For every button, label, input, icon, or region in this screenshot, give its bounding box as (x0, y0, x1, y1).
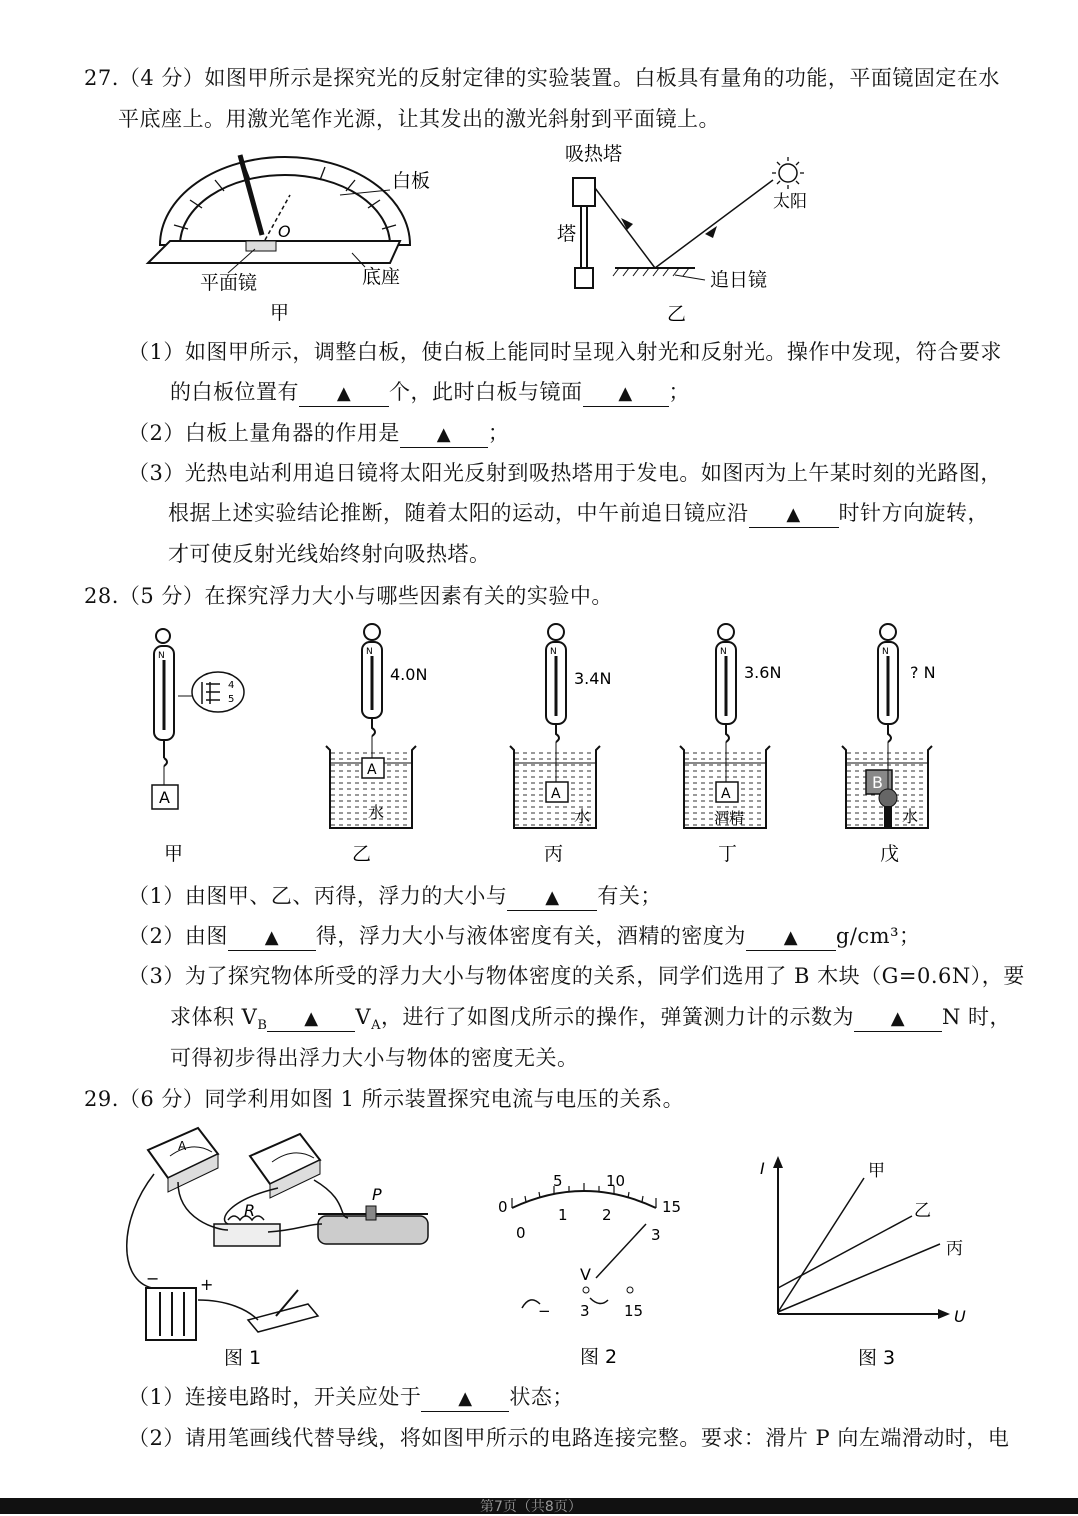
scale-yi (326, 624, 427, 865)
q29-part2: （2）请用笔画线代替导线，将如图甲所示的电路连接完整。要求：滑片 P 向左端滑动时，电 (128, 1426, 1010, 1450)
svg-text:N: N (366, 647, 373, 657)
line-jia (778, 1178, 864, 1312)
scale-wu (842, 624, 936, 865)
svg-text:2: 2 (602, 1206, 612, 1224)
q27-heading-cont: 平底座上。用激光笔作光源，让其发出的激光斜射到平面镜上。 (118, 107, 720, 131)
q28-heading: 28.（5 分）在探究浮力大小与哪些因素有关的实验中。 (84, 584, 613, 608)
q27-part3-a: （3）光热电站利用追日镜将太阳光反射到吸热塔用于发电。如图丙为上午某时刻的光路图， (128, 461, 1002, 485)
q27-part3-b: 根据上述实验结论推断，随着太阳的运动，中午前追日镜应沿 ▲ 时针方向旋转， (168, 499, 989, 528)
svg-text:水: 水 (368, 803, 385, 822)
answer-blank[interactable]: ▲ (421, 1387, 509, 1412)
svg-text:P: P (372, 1185, 382, 1204)
svg-text:B: B (872, 773, 883, 792)
svg-text:V: V (580, 1265, 591, 1284)
q27-part2: （2）白板上量角器的作用是 ▲ ； (128, 419, 509, 448)
tower-label: 塔 (557, 223, 577, 245)
svg-text:5: 5 (228, 694, 235, 705)
fig1-caption: 图 1 (224, 1347, 262, 1369)
fig-ding-caption: 丁 (718, 843, 738, 865)
svg-text:A: A (178, 1139, 187, 1153)
svg-text:N: N (550, 647, 557, 657)
answer-blank[interactable]: ▲ (507, 886, 597, 911)
svg-text:I: I (760, 1159, 765, 1178)
heliostat-label: 追日镜 (710, 269, 768, 291)
answer-blank[interactable]: ▲ (400, 423, 488, 448)
svg-text:? N: ? N (910, 663, 936, 682)
svg-text:0: 0 (516, 1224, 526, 1242)
svg-text:1: 1 (558, 1206, 568, 1224)
answer-blank[interactable]: ▲ (299, 382, 389, 407)
mirror-label: 平面镜 (200, 272, 258, 294)
sun-label: 太阳 (773, 192, 807, 212)
fig-jia-caption: 甲 (270, 302, 290, 324)
q28-part3-a: （3）为了探究物体所受的浮力大小与物体密度的关系，同学们选用了 B 木块（G=0.6N），要 (128, 964, 1025, 988)
scale-jia (152, 629, 244, 865)
q28-part3-c: 可得初步得出浮力大小与物体的密度无关。 (170, 1046, 579, 1070)
svg-text:4: 4 (228, 680, 235, 691)
svg-text:N: N (882, 647, 889, 657)
svg-text:水: 水 (574, 807, 591, 826)
q27-part1-b: 的白板位置有 ▲ 个，此时白板与镜面 ▲ ； (170, 378, 690, 407)
svg-text:10: 10 (606, 1172, 626, 1190)
fig-bing-caption: 丙 (544, 843, 564, 865)
q29-figure-1 (118, 1120, 448, 1375)
svg-text:+: + (200, 1275, 214, 1294)
svg-text:N: N (720, 647, 727, 657)
answer-blank[interactable]: ▲ (228, 926, 316, 951)
line-yi (778, 1216, 912, 1288)
base-label: 底座 (362, 266, 401, 288)
answer-blank[interactable]: ▲ (749, 503, 839, 528)
svg-text:15: 15 (624, 1302, 644, 1320)
svg-text:A: A (551, 786, 561, 802)
svg-text:4.0N: 4.0N (390, 665, 428, 684)
svg-text:−: − (538, 1302, 551, 1320)
q28-part3-b: 求体积 $V_B$ ▲ $V_A$，进行了如图戊所示的操作，弹簧测力计的示数为 ▲ N 时， (170, 1005, 1012, 1034)
q28-part1: （1）由图甲、乙、丙得，浮力的大小与 ▲ 有关； (128, 882, 662, 911)
scale-bing (510, 624, 611, 865)
answer-blank[interactable]: ▲ (583, 382, 669, 407)
fig-wu-caption: 戊 (880, 843, 900, 865)
svg-text:15: 15 (662, 1198, 682, 1216)
fig2-caption: 图 2 (580, 1346, 618, 1368)
svg-text:0: 0 (498, 1198, 508, 1216)
svg-text:A: A (367, 762, 377, 778)
svg-text:−: − (146, 1269, 160, 1288)
scale-ding (680, 624, 781, 865)
page-footer: 第7页（共8页） (480, 1499, 582, 1515)
fig3-caption: 图 3 (858, 1347, 896, 1369)
q27-heading: 27.（4 分）如图甲所示是探究光的反射定律的实验装置。白板具有量角的功能，平面镜固定在水 (84, 66, 1000, 90)
svg-text:乙: 乙 (914, 1201, 931, 1221)
svg-text:A: A (159, 788, 170, 807)
svg-text:5: 5 (553, 1172, 563, 1190)
q29-figure-3 (754, 1150, 984, 1375)
svg-text:3.6N: 3.6N (744, 663, 782, 682)
sun-icon (779, 164, 797, 182)
svg-text:N: N (158, 651, 165, 661)
q27-part1-a: （1）如图甲所示，调整白板，使白板上能同时呈现入射光和反射光。操作中发现，符合要求 (128, 340, 1002, 364)
point-o-label: O (278, 222, 291, 241)
fig-jia-caption: 甲 (164, 843, 184, 865)
fig-yi-caption: 乙 (352, 843, 372, 865)
line-bing (778, 1244, 940, 1312)
svg-text:3.4N: 3.4N (574, 669, 612, 688)
q27-figure-yi (555, 140, 825, 325)
q29-heading: 29.（6 分）同学利用如图 1 所示装置探究电流与电压的关系。 (84, 1087, 685, 1111)
needle (596, 1224, 646, 1278)
q28-part2: （2）由图 ▲ 得，浮力大小与液体密度有关，酒精的密度为 ▲ g/cm³； (128, 922, 921, 951)
fig-yi-caption: 乙 (667, 303, 687, 325)
svg-text:U: U (954, 1307, 966, 1326)
svg-text:丙: 丙 (946, 1239, 963, 1259)
svg-text:甲: 甲 (868, 1161, 885, 1181)
svg-text:A: A (721, 786, 731, 802)
board-label: 白板 (392, 170, 431, 192)
answer-blank[interactable]: ▲ (267, 1007, 355, 1032)
svg-text:酒精: 酒精 (714, 809, 745, 827)
answer-blank[interactable]: ▲ (746, 926, 836, 951)
q27-figure-jia (140, 145, 440, 325)
answer-blank[interactable]: ▲ (854, 1007, 942, 1032)
q28-figure-row (130, 618, 960, 873)
q29-part1: （1）连接电路时，开关应处于 ▲ 状态； (128, 1383, 574, 1412)
svg-text:3: 3 (651, 1226, 661, 1244)
absorber-label: 吸热塔 (565, 143, 623, 165)
svg-text:3: 3 (580, 1302, 590, 1320)
q29-figure-2 (496, 1160, 696, 1375)
q27-part3-c: 才可使反射光线始终射向吸热塔。 (168, 542, 491, 566)
svg-text:R: R (244, 1201, 256, 1220)
svg-text:水: 水 (902, 807, 919, 826)
